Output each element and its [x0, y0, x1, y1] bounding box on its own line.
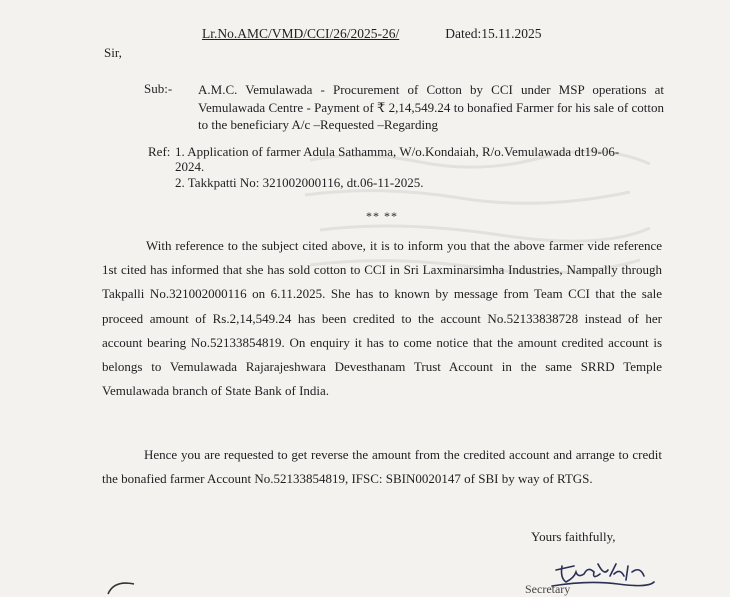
subject-label: Sub:-: [144, 81, 173, 96]
reference-line: [202, 26, 542, 42]
separator-stars: ** **: [366, 209, 398, 223]
margin-scribble: [104, 576, 144, 596]
reference-item: 1. Application of farmer Adula Sathamma, W/o.Kondaiah, R/o.Vemulawada dt19-06-2024.: [175, 144, 620, 174]
body-paragraph-1: With reference to the subject cited above, it is to inform you that the above farmer vide reference 1st cited has informed that she has sold cotton to CCI in Sri Laxminarsimha Industries, Nampally through Takpalli No.321002000116 on 6.11.2025. She has to known by message from Team CCI that the sale proceed amount of Rs.2,14,549.24 has been credited to the account No.52133838728 instead of her account bearing No.52133854819. On enquiry it has to come notice that the amount credited account is belongs to Vemulawada Rajarajeshwara Devesthanam Trust Account in the same SRRD Temple Vemulawada branch of State Bank of India.: [102, 238, 662, 399]
subject-text: A.M.C. Vemulawada - Procurement of Cotton by CCI under MSP operations at Vemulawada Centre - Payment of ₹ 2,14,549.24 to bonafied Farmer for his sale of cotton to the beneficiary A/c –Requested –Regarding: [198, 82, 664, 132]
body-paragraph-2: Hence you are requested to get reverse the amount from the credited account and arrange to credit the bonafied farmer Account No.52133854819, IFSC: SBIN0020147 of SBI by way of RTGS.: [102, 447, 662, 487]
designation-partial: Secretary: [525, 582, 571, 596]
references-label: Ref:: [148, 144, 171, 159]
reference-item: 2. Takkpatti No: 321002000116, dt.06-11-2025.: [175, 175, 424, 190]
letter-number: Lr.No.AMC/VMD/CCI/26/2025-26/: [202, 26, 400, 41]
letter-date: Dated:15.11.2025: [445, 26, 542, 41]
salutation: Sir,: [104, 45, 122, 60]
closing-line: Yours faithfully,: [531, 529, 616, 544]
references-list: [175, 144, 635, 190]
